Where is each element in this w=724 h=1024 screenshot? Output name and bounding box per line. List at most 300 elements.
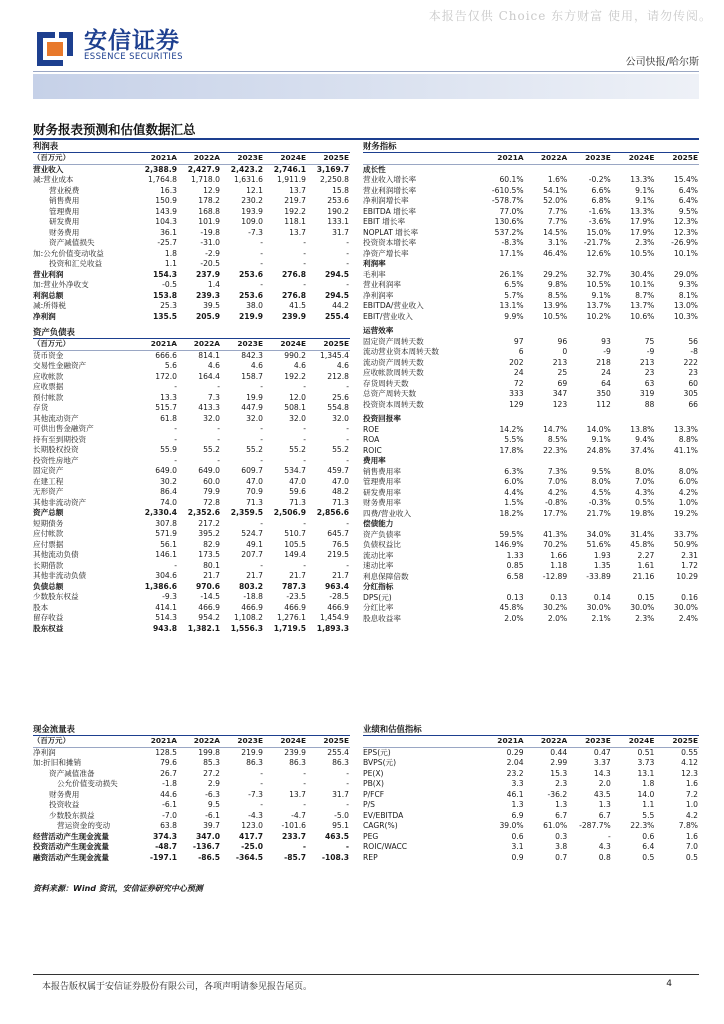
row-value: 46.1: [506, 789, 524, 799]
row-label: PE(X): [363, 768, 384, 778]
table-row: [363, 790, 699, 801]
row-value: 27.2: [203, 768, 220, 778]
row-value: 333: [509, 389, 524, 398]
row-value: 32.0: [289, 413, 306, 423]
row-value: 304.6: [155, 571, 177, 580]
group-title: 利润率: [363, 259, 386, 268]
row-value: 9.1%: [591, 435, 611, 444]
row-value: 149.4: [284, 550, 306, 559]
row-value: 0.44: [550, 747, 568, 757]
row-label: P/S: [363, 800, 375, 809]
table-row: [363, 379, 699, 390]
row-value: 2,423.2: [230, 164, 263, 174]
row-value: 1.35: [593, 561, 611, 570]
cashflow-statement-title: [33, 723, 350, 736]
row-value: 1,764.8: [148, 175, 177, 184]
table-row: [363, 312, 699, 323]
row-value: 133.1: [327, 217, 349, 226]
row-value: 9.5%: [591, 466, 611, 476]
row-value: 13.0%: [673, 301, 698, 310]
row-value: 15.8: [332, 185, 349, 195]
year-header: 2021A: [481, 736, 525, 748]
row-value: 12.3%: [673, 217, 698, 226]
row-value: 199.8: [198, 747, 220, 757]
row-value: 463.5: [324, 831, 349, 841]
table-row: [363, 853, 699, 864]
row-value: 515.7: [155, 403, 177, 412]
row-value: 32.0: [203, 413, 220, 423]
row-label: 负债权益比: [363, 540, 401, 549]
table-row: [33, 853, 350, 864]
row-value: 21.7: [332, 571, 349, 580]
row-value: 23.2: [506, 768, 524, 778]
row-value: 37.4%: [630, 445, 655, 455]
row-value: 12.0: [289, 392, 306, 402]
row-label: ROA: [363, 435, 380, 444]
row-value: 222: [683, 357, 698, 367]
row-value: -: [302, 842, 306, 851]
row-value: 1,345.4: [320, 350, 349, 360]
row-value: 510.7: [284, 529, 306, 538]
row-value: 41.3%: [543, 529, 568, 539]
row-value: 14.0%: [586, 424, 611, 434]
row-label: 财务费用: [49, 227, 80, 237]
table-row: [33, 800, 350, 811]
row-value: -197.1: [149, 852, 177, 862]
row-value: -5.0: [334, 810, 349, 820]
logo-english-name: ESSENCE SECURITIES: [84, 52, 183, 62]
row-label: 股息收益率: [363, 613, 401, 623]
group-title-row: [363, 259, 699, 270]
row-value: 85.3: [203, 758, 220, 767]
row-label: ROIC/WACC: [363, 842, 408, 851]
row-value: -6.3: [205, 789, 220, 799]
row-label: 财务费用: [49, 789, 80, 799]
row-label: 销售费用率: [363, 466, 401, 476]
table-row: [33, 529, 350, 540]
row-value: 5.7%: [504, 290, 524, 300]
row-value: 1,454.9: [320, 613, 349, 622]
table-row: [363, 389, 699, 400]
year-header: 2025E: [655, 153, 699, 165]
row-value: 60: [688, 378, 698, 388]
year-header: 2023E: [568, 736, 612, 748]
header-banner: [33, 74, 699, 99]
row-value: 129: [509, 399, 524, 409]
row-value: -0.2%: [588, 175, 611, 184]
unit-label: （百万元）: [33, 153, 135, 165]
table-row: [33, 456, 350, 467]
row-label: 投资和汇兑收益: [49, 259, 103, 268]
row-label: PB(X): [363, 779, 384, 788]
row-value: -: [217, 455, 220, 465]
row-value: 276.8: [281, 269, 306, 279]
row-value: 4.2%: [678, 487, 698, 497]
row-label: 营运资金的变动: [57, 821, 111, 830]
row-value: 3.37: [593, 758, 611, 767]
row-value: 319: [639, 389, 655, 398]
row-value: -: [174, 382, 177, 391]
row-value: 86.3: [246, 758, 263, 767]
row-value: -9: [646, 347, 655, 356]
row-value: 33.7%: [673, 529, 698, 539]
row-value: 3.3: [511, 779, 524, 788]
row-value: -: [260, 518, 263, 528]
year-header: 2021A: [481, 153, 525, 165]
table-row: [363, 477, 699, 488]
row-value: -: [346, 800, 349, 809]
table-row: [363, 758, 699, 769]
row-value: 50.9%: [673, 540, 698, 549]
row-label: EPS(元): [363, 747, 391, 757]
row-value: -: [260, 455, 263, 465]
row-value: 52.0%: [543, 196, 568, 205]
row-value: 47.0: [246, 476, 263, 486]
row-value: 3,169.7: [316, 164, 349, 174]
row-label: 资产减值准备: [49, 768, 95, 778]
row-value: 48.2: [332, 487, 349, 496]
row-value: -: [260, 424, 263, 433]
table-row: [363, 832, 699, 843]
row-value: 1.18: [550, 561, 568, 570]
section-title: 业绩和估值指标: [363, 723, 699, 736]
row-value: 1.93: [593, 550, 611, 560]
table-row: [33, 842, 350, 853]
table-row: [363, 358, 699, 369]
row-value: 508.1: [284, 403, 306, 412]
row-value: 276.8: [281, 290, 306, 300]
row-value: 2.04: [506, 758, 524, 767]
row-value: 24: [513, 368, 524, 377]
row-value: -25.0: [241, 842, 263, 851]
row-value: 3.73: [637, 758, 655, 767]
row-value: 4.3: [598, 842, 611, 851]
row-value: 31.4%: [630, 529, 655, 539]
row-label: 应付票据: [33, 539, 64, 549]
row-value: 6.9: [511, 810, 524, 820]
row-value: 105.5: [284, 539, 306, 549]
year-header: 2025E: [307, 153, 350, 165]
row-label: BVPS(元): [363, 758, 397, 767]
row-value: -: [346, 455, 349, 465]
row-value: 218: [596, 357, 611, 367]
row-value: -: [260, 248, 263, 258]
table-row: [363, 509, 699, 520]
row-value: 13.3: [160, 392, 177, 402]
row-value: -: [303, 424, 306, 433]
row-value: -28.5: [329, 592, 349, 601]
row-value: 17.1%: [499, 248, 524, 258]
row-value: 294.5: [324, 290, 349, 300]
table-row: [33, 747, 350, 758]
group-title: 分红指标: [363, 582, 394, 591]
row-label: 速动比率: [363, 561, 394, 570]
table-row: [363, 561, 699, 572]
valuation-indicators-title: [363, 723, 699, 736]
row-value: 23: [688, 368, 698, 377]
table-row: [363, 821, 699, 832]
row-value: 15.4%: [673, 175, 698, 184]
row-value: -: [303, 280, 306, 289]
table-row: [363, 368, 699, 379]
year-header: 2023E: [221, 153, 264, 165]
row-value: 347.0: [195, 831, 220, 841]
row-label: 短期债务: [33, 518, 64, 528]
row-value: 76.5: [332, 539, 349, 549]
table-row: [33, 175, 350, 186]
row-value: 1,386.6: [144, 581, 177, 591]
row-value: 943.8: [152, 623, 177, 633]
row-value: 22.3%: [630, 821, 655, 830]
row-value: 1.61: [637, 561, 655, 570]
row-label: 流动比率: [363, 550, 394, 560]
row-value: 0.29: [506, 747, 524, 757]
group-title: 偿债能力: [363, 519, 394, 528]
row-value: 25.3: [160, 301, 177, 310]
row-value: -136.7: [192, 842, 220, 851]
table-row: [363, 842, 699, 853]
row-value: 2.3: [555, 779, 568, 788]
row-value: 253.6: [238, 269, 263, 279]
row-label: EBIT 增长率: [363, 217, 406, 226]
table-row: [363, 280, 699, 291]
row-value: -: [303, 560, 306, 570]
row-value: 15.0%: [586, 227, 611, 237]
table-row: [33, 550, 350, 561]
row-value: 649.0: [155, 466, 177, 475]
row-value: 0.7: [555, 852, 568, 862]
table-row: [33, 312, 350, 323]
row-label: 流动资产周转天数: [363, 357, 424, 367]
row-value: 71.3: [332, 497, 349, 507]
row-value: 190.2: [327, 206, 349, 216]
row-value: 192.2: [284, 206, 306, 216]
row-label: 营业利润: [33, 269, 64, 279]
row-value: 7.2: [685, 789, 698, 799]
row-value: -: [303, 768, 306, 778]
row-value: -0.5: [162, 280, 177, 289]
year-header: 2022A: [178, 736, 221, 748]
row-label: 应收帐款: [33, 371, 64, 381]
row-value: 74.0: [160, 497, 177, 507]
table-row: [363, 614, 699, 625]
row-value: 2,427.9: [187, 164, 220, 174]
row-value: 253.6: [327, 196, 349, 205]
essence-logo-icon: [33, 26, 77, 66]
row-value: 6.4%: [678, 196, 698, 205]
group-title: 投资回报率: [363, 414, 401, 423]
row-value: 1.33: [506, 550, 524, 560]
row-label: 其他流动负债: [33, 550, 79, 559]
table-row: [33, 414, 350, 425]
row-value: -0.8%: [545, 498, 568, 507]
row-value: 466.9: [327, 602, 349, 612]
row-label: 股东权益: [33, 623, 64, 633]
table-row: [363, 400, 699, 411]
year-header: 2021A: [135, 736, 178, 748]
row-value: 347: [552, 389, 568, 398]
row-value: -26.9%: [671, 238, 698, 247]
table-row: [33, 238, 350, 249]
row-value: 22.3%: [543, 445, 568, 455]
row-label: 长期股权投资: [33, 445, 79, 454]
year-header-row: [363, 736, 699, 748]
row-value: 14.0: [637, 789, 655, 799]
row-value: 239.9: [281, 311, 306, 321]
table-row: [33, 207, 350, 218]
row-label: EV/EBITDA: [363, 810, 404, 820]
unit-label: （百万元）: [33, 339, 135, 351]
row-value: 86.3: [289, 758, 306, 767]
row-value: -25.7: [157, 238, 177, 247]
table-row: [363, 603, 699, 614]
row-value: 46.4%: [543, 248, 568, 258]
row-value: 8.5%: [547, 290, 568, 300]
row-value: 56: [688, 336, 698, 346]
table-row: [33, 350, 350, 361]
row-value: 350: [596, 389, 611, 398]
row-value: 10.2%: [586, 311, 611, 321]
row-value: 459.7: [327, 466, 349, 475]
row-value: 1.1: [164, 259, 177, 268]
table-row: [363, 175, 699, 186]
row-label: DPS(元): [363, 592, 392, 602]
footer-divider: [33, 974, 699, 975]
table-row: [33, 498, 350, 509]
row-value: 395.2: [198, 529, 220, 538]
row-value: -23.5: [286, 592, 306, 601]
section-title: 现金流量表: [33, 723, 350, 736]
row-value: 0.85: [506, 561, 524, 570]
row-label: 投资活动产生现金流量: [33, 842, 109, 851]
row-value: 0.5: [685, 852, 698, 862]
row-value: 14.5%: [543, 227, 568, 237]
row-label: 固定资产: [33, 466, 64, 475]
year-header: 2024E: [264, 153, 307, 165]
row-value: 13.7%: [630, 301, 655, 310]
row-value: 17.7%: [543, 508, 568, 518]
row-value: 39.0%: [499, 821, 524, 830]
row-value: 44.2: [332, 301, 349, 310]
row-value: 2.0: [598, 779, 611, 788]
row-value: -4.3: [248, 810, 263, 820]
row-value: 123: [552, 399, 568, 409]
row-value: 86.4: [160, 487, 177, 496]
row-value: 61.0%: [543, 821, 568, 830]
row-value: 13.3%: [630, 206, 655, 216]
row-value: -: [260, 382, 263, 391]
row-value: 219.7: [284, 196, 306, 205]
table-row: [33, 477, 350, 488]
row-value: 9.1%: [635, 185, 655, 195]
header-divider: [33, 71, 699, 72]
row-value: -: [346, 382, 349, 391]
row-value: 17.9%: [630, 227, 655, 237]
row-value: 239.3: [195, 290, 220, 300]
row-value: 71.3: [246, 497, 263, 507]
row-value: 1.3: [555, 800, 568, 809]
row-value: 413.3: [198, 403, 220, 412]
table-row: [363, 301, 699, 312]
row-label: 应收票据: [33, 382, 64, 391]
row-value: 30.2%: [543, 603, 568, 612]
row-value: 153.8: [152, 290, 177, 300]
row-value: 213: [552, 357, 568, 367]
row-value: -: [174, 434, 177, 444]
row-value: 13.9%: [543, 301, 568, 310]
row-value: 60.1%: [499, 175, 524, 184]
row-value: 8.7%: [635, 290, 655, 300]
row-value: -: [174, 424, 177, 433]
row-value: 534.7: [284, 466, 306, 475]
row-label: 其他流动资产: [33, 413, 79, 423]
row-value: 14.2%: [499, 424, 524, 434]
row-value: 1.6%: [547, 175, 568, 184]
row-value: 66: [688, 399, 698, 409]
row-value: 239.9: [284, 747, 306, 757]
table-row: [33, 280, 350, 291]
row-value: -: [303, 779, 306, 788]
row-value: -14.5: [200, 592, 220, 601]
row-value: 41.1%: [673, 445, 698, 455]
row-value: 59.5%: [499, 529, 524, 539]
row-value: 70.9: [246, 487, 263, 496]
row-value: -: [303, 434, 306, 444]
row-label: 长期借款: [33, 560, 64, 570]
row-value: 6.8%: [591, 196, 611, 205]
row-value: 13.3%: [673, 424, 698, 434]
table-row: [363, 186, 699, 197]
row-value: 21.16: [632, 571, 655, 581]
row-value: 59.6: [289, 487, 306, 496]
row-value: 4.6: [293, 361, 306, 370]
row-value: 803.2: [238, 581, 263, 591]
row-value: 0.6: [511, 831, 524, 841]
row-value: -: [260, 280, 263, 289]
row-label: 投资资本增长率: [363, 238, 417, 247]
year-header: 2024E: [612, 736, 656, 748]
row-value: -287.7%: [579, 821, 611, 830]
row-value: 39.7: [203, 821, 220, 830]
row-value: -12.89: [542, 571, 568, 581]
table-row: [33, 758, 350, 769]
row-value: 10.1%: [630, 280, 655, 289]
row-value: 38.0: [246, 301, 263, 310]
row-label: REP: [363, 852, 378, 862]
table-row: [363, 551, 699, 562]
row-value: 4.5%: [591, 487, 611, 497]
row-value: 21.7%: [586, 508, 611, 518]
row-label: 其他非流动资产: [33, 497, 87, 507]
row-value: 13.7: [289, 185, 306, 195]
row-value: -6.1: [162, 800, 177, 809]
row-value: 1.8: [642, 779, 655, 788]
row-value: 61.8: [160, 413, 177, 423]
row-value: 466.9: [284, 602, 306, 612]
row-value: 26.1%: [499, 269, 524, 279]
table-row: [33, 821, 350, 832]
row-value: 2,388.9: [144, 164, 177, 174]
financial-indicators-table: [363, 140, 699, 624]
year-header: 2025E: [655, 736, 699, 748]
table-row: [33, 832, 350, 843]
table-row: [363, 593, 699, 604]
row-value: 47.0: [289, 476, 306, 486]
table-row: [33, 790, 350, 801]
row-value: 26.7: [160, 768, 177, 778]
table-row: [363, 425, 699, 436]
row-value: 6.6%: [591, 185, 611, 195]
